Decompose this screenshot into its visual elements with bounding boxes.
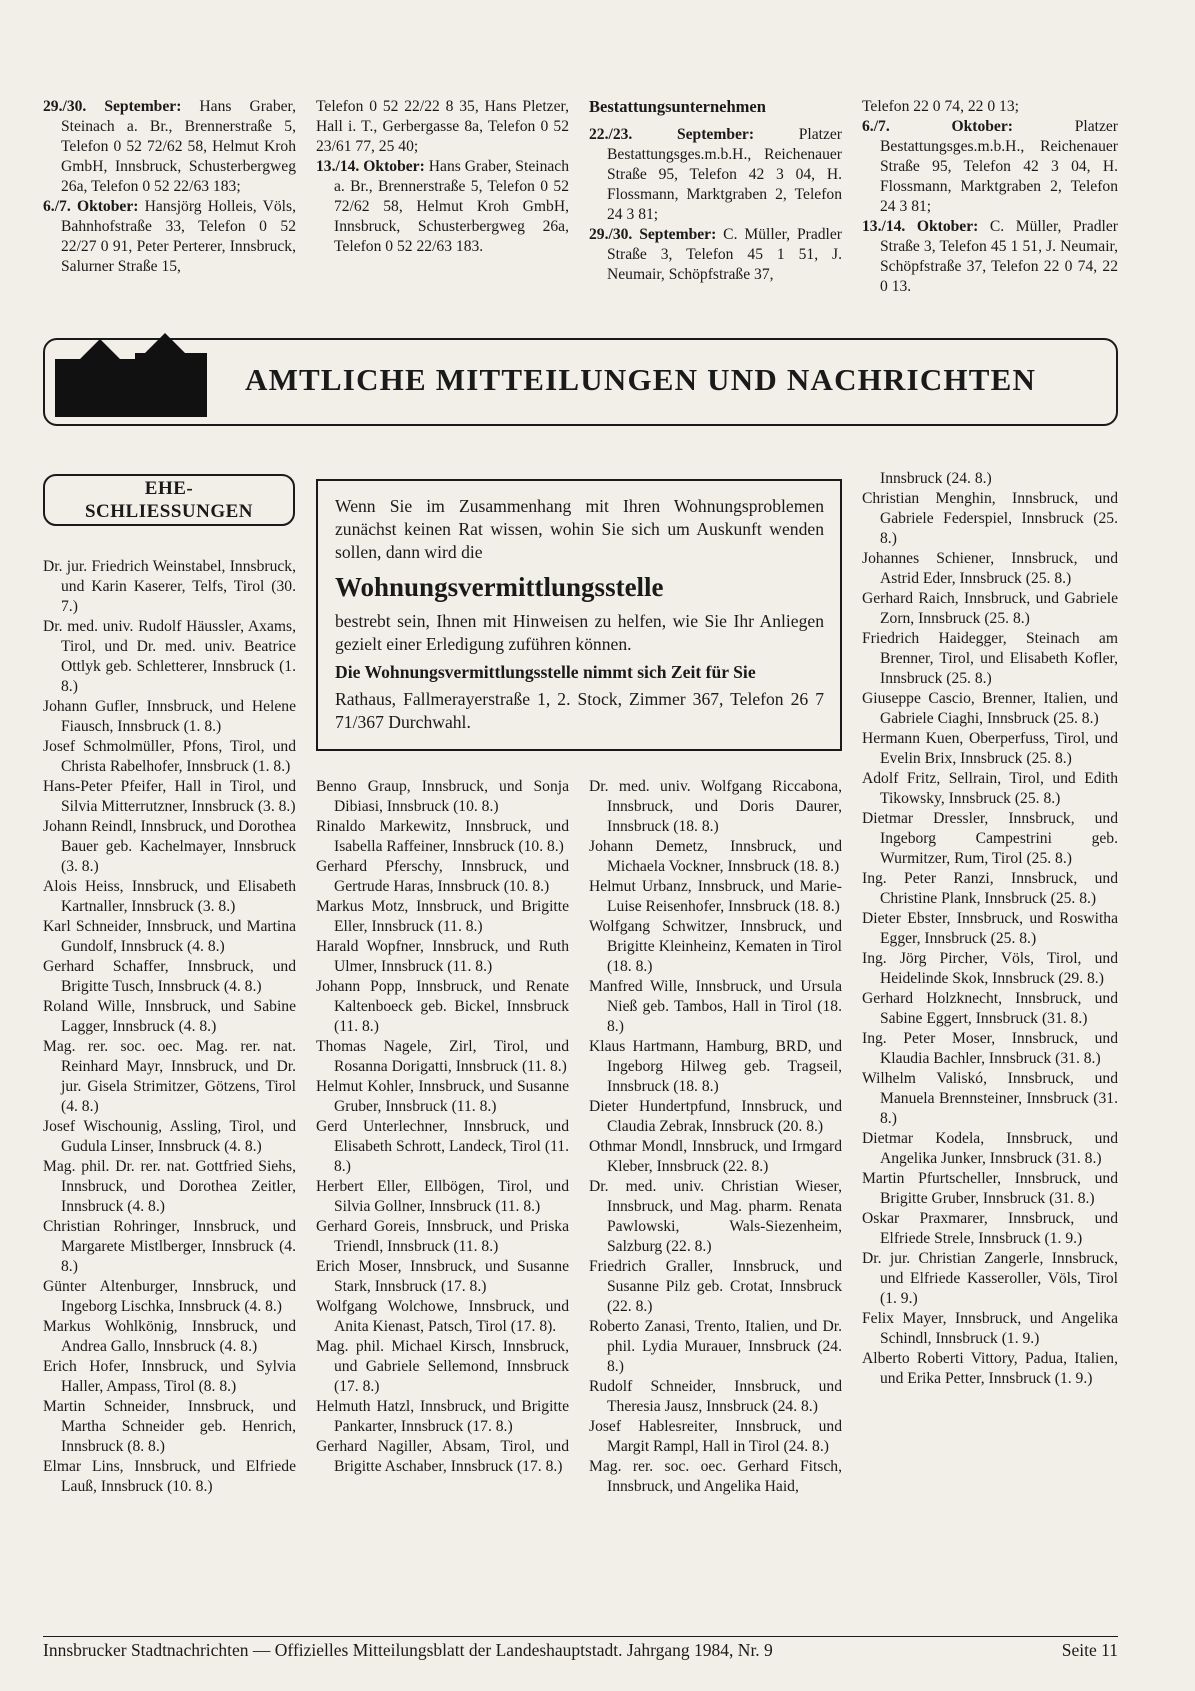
duty-entry bbox=[862, 97, 1118, 117]
marriage-entry: Wolfgang Schwitzer, Innsbruck, und Brigitte Kleinheinz, Kematen in Tirol (18. 8.) bbox=[589, 918, 842, 975]
marriage-entry: Erich Hofer, Innsbruck, und Sylvia Haller, Ampass, Tirol (8. 8.) bbox=[43, 1358, 296, 1395]
marriage-entry: Innsbruck (24. 8.) bbox=[880, 470, 992, 487]
marriages-column-4 bbox=[862, 469, 1118, 1389]
duty-date: 6./7. Oktober: bbox=[862, 118, 1013, 135]
marriage-entry: Martin Schneider, Innsbruck, und Martha Schneider geb. Henrich, Innsbruck (8. 8.) bbox=[43, 1398, 296, 1455]
marriage-entry: Felix Mayer, Innsbruck, und Angelika Schindl, Innsbruck (1. 9.) bbox=[862, 1310, 1118, 1347]
footer-page-number: Seite 11 bbox=[1061, 1640, 1118, 1660]
marriage-entry: Helmut Kohler, Innsbruck, und Susanne Gruber, Innsbruck (11. 8.) bbox=[316, 1078, 569, 1115]
marriage-entry: Gerhard Schaffer, Innsbruck, und Brigitte Tusch, Innsbruck (4. 8.) bbox=[43, 958, 296, 995]
section-banner bbox=[43, 338, 1118, 426]
marriage-entry: Mag. phil. Michael Kirsch, Innsbruck, und Gabriele Sellemond, Innsbruck (17. 8.) bbox=[316, 1338, 569, 1395]
marriage-entry: Gerhard Goreis, Innsbruck, und Priska Triendl, Innsbruck (11. 8.) bbox=[316, 1218, 569, 1255]
marriage-entry: Dietmar Kodela, Innsbruck, und Angelika Junker, Innsbruck (31. 8.) bbox=[862, 1130, 1118, 1167]
duty-text: Telefon 0 52 22/22 8 35, Hans Pletzer, Hall i. T., Gerbergasse 8a, Telefon 0 52 23/61 77, 25 40; bbox=[316, 98, 569, 155]
infobox-bold-line: Die Wohnungsvermittlungsstelle nimmt sich Zeit für Sie bbox=[335, 662, 756, 682]
duty-entry bbox=[589, 125, 842, 225]
duty-entry bbox=[43, 97, 296, 197]
section-heading-eheschliessungen bbox=[43, 474, 295, 526]
marriage-entry: Gerhard Nagiller, Absam, Tirol, und Brigitte Aschaber, Innsbruck (17. 8.) bbox=[316, 1438, 569, 1475]
duty-date: 13./14. Oktober: bbox=[862, 218, 979, 235]
infobox-title: Wohnungsvermittlungsstelle bbox=[335, 572, 664, 602]
marriage-entry: Adolf Fritz, Sellrain, Tirol, und Edith Tikowsky, Innsbruck (25. 8.) bbox=[862, 770, 1118, 807]
infobox-intro: Wenn Sie im Zusammenhang mit Ihren Wohnungsproblemen zunächst keinen Rat wissen, wohin Sie sich um Auskunft wenden sollen, dann wird die bbox=[335, 496, 824, 562]
wohnungsvermittlung-infobox bbox=[316, 479, 842, 751]
marriage-entry: Dietmar Dressler, Innsbruck, und Ingeborg Campestrini geb. Wurmitzer, Rum, Tirol (25. 8.) bbox=[862, 810, 1118, 867]
marriages-column-1 bbox=[43, 557, 296, 1497]
duty-entry bbox=[589, 225, 842, 285]
infobox-address: Rathaus, Fallmerayerstraße 1, 2. Stock, Zimmer 367, Telefon 26 7 71/367 Durchwahl. bbox=[335, 689, 824, 732]
marriage-entry: Günter Altenburger, Innsbruck, und Ingeborg Lischka, Innsbruck (4. 8.) bbox=[43, 1278, 296, 1315]
marriage-entry: Josef Schmolmüller, Pfons, Tirol, und Christa Rabelhofer, Innsbruck (1. 8.) bbox=[43, 738, 296, 775]
marriage-entry: Johannes Schiener, Innsbruck, und Astrid Eder, Innsbruck (25. 8.) bbox=[862, 550, 1118, 587]
marriage-entry: Gerhard Holzknecht, Innsbruck, und Sabine Eggert, Innsbruck (31. 8.) bbox=[862, 990, 1118, 1027]
marriage-entry: Helmut Urbanz, Innsbruck, und Marie-Luise Reisenhofer, Innsbruck (18. 8.) bbox=[589, 878, 842, 915]
duty-date: 13./14. Oktober: bbox=[316, 158, 425, 175]
marriage-entry: Josef Wischounig, Assling, Tirol, und Gudula Linser, Innsbruck (4. 8.) bbox=[43, 1118, 296, 1155]
duty-entry bbox=[316, 97, 569, 157]
marriage-entry: Elmar Lins, Innsbruck, und Elfriede Lauß, Innsbruck (10. 8.) bbox=[43, 1458, 296, 1495]
marriage-entry: Mag. phil. Dr. rer. nat. Gottfried Siehs, Innsbruck, und Dorothea Zeitler, Innsbruck (4. 8.) bbox=[43, 1158, 296, 1215]
marriage-entry: Wolfgang Wolchowe, Innsbruck, und Anita Kienast, Patsch, Tirol (17. 8). bbox=[316, 1298, 569, 1335]
marriage-entry: Giuseppe Cascio, Brenner, Italien, und Gabriele Ciaghi, Innsbruck (25. 8.) bbox=[862, 690, 1118, 727]
infobox-body: bestrebt sein, Ihnen mit Hinweisen zu helfen, wie Sie Ihr Anliegen gezielt einer Erledigung zuführen können. bbox=[335, 611, 824, 654]
marriage-entry: Roberto Zanasi, Trento, Italien, und Dr. phil. Lydia Murauer, Innsbruck (24. 8.) bbox=[589, 1318, 842, 1375]
marriage-entry: Johann Gufler, Innsbruck, und Helene Fiausch, Innsbruck (1. 8.) bbox=[43, 698, 296, 735]
marriage-entry: Dieter Hundertpfund, Innsbruck, und Claudia Zebrak, Innsbruck (20. 8.) bbox=[589, 1098, 842, 1135]
marriage-entry: Benno Graup, Innsbruck, und Sonja Dibiasi, Innsbruck (10. 8.) bbox=[316, 778, 569, 815]
marriage-entry: Harald Wopfner, Innsbruck, und Ruth Ulmer, Innsbruck (11. 8.) bbox=[316, 938, 569, 975]
duty-entry bbox=[862, 117, 1118, 217]
marriage-entry: Alberto Roberti Vittory, Padua, Italien, und Erika Petter, Innsbruck (1. 9.) bbox=[862, 1350, 1118, 1387]
duty-entry bbox=[862, 217, 1118, 297]
duty-entry bbox=[43, 197, 296, 277]
marriage-entry: Friedrich Haidegger, Steinach am Brenner, Tirol, und Elisabeth Kofler, Innsbruck (25. 8.) bbox=[862, 630, 1118, 687]
marriage-entry: Dieter Ebster, Innsbruck, und Roswitha Egger, Innsbruck (25. 8.) bbox=[862, 910, 1118, 947]
duty-text: Platzer Bestattungsges.m.b.H., Reichenauer Straße 95, Telefon 42 3 04, H. Flossmann, Marktgraben 2, Telefon 24 3 81; bbox=[880, 118, 1118, 215]
section-heading-line1: EHE- bbox=[144, 478, 194, 499]
duty-text: C. Müller, Pradler Straße 3, Telefon 45 1 51, J. Neumair, Schöpfstraße 37, bbox=[607, 226, 843, 283]
marriage-entry: Wilhelm Valiskó, Innsbruck, und Manuela Brennsteiner, Innsbruck (31. 8.) bbox=[862, 1070, 1118, 1127]
marriage-entry: Ing. Peter Ranzi, Innsbruck, und Christine Plank, Innsbruck (25. 8.) bbox=[862, 870, 1118, 907]
marriage-entry: Mag. rer. soc. oec. Gerhard Fitsch, Innsbruck, und Angelika Haid, bbox=[589, 1458, 842, 1495]
marriage-entry: Markus Wohlkönig, Innsbruck, und Andrea Gallo, Innsbruck (4. 8.) bbox=[43, 1318, 296, 1355]
marriage-entry: Othmar Mondl, Innsbruck, und Irmgard Kleber, Innsbruck (22. 8.) bbox=[589, 1138, 842, 1175]
marriage-entry: Christian Menghin, Innsbruck, und Gabriele Federspiel, Innsbruck (25. 8.) bbox=[862, 490, 1118, 547]
top-column-4 bbox=[862, 97, 1118, 297]
marriage-entry: Hans-Peter Pfeifer, Hall in Tirol, und Silvia Mitterrutzner, Innsbruck (3. 8.) bbox=[43, 778, 296, 815]
section-heading-line2: SCHLIESSUNGEN bbox=[84, 501, 254, 522]
marriages-column-3 bbox=[589, 777, 842, 1497]
marriage-entry: Manfred Wille, Innsbruck, und Ursula Nieß geb. Tambos, Hall in Tirol (18. 8.) bbox=[589, 978, 842, 1035]
duty-text: Hansjörg Holleis, Völs, Bahnhofstraße 33, Telefon 0 52 22/27 0 91, Peter Perterer, Innsbruck, Salurner Straße 15, bbox=[61, 198, 296, 275]
marriage-entry: Alois Heiss, Innsbruck, und Elisabeth Kartnaller, Innsbruck (3. 8.) bbox=[43, 878, 296, 915]
duty-text: C. Müller, Pradler Straße 3, Telefon 45 1 51, J. Neumair, Schöpfstraße 37, Telefon 22 0 74, 22 0 13. bbox=[880, 218, 1118, 295]
marriage-entry: Mag. rer. soc. oec. Mag. rer. nat. Reinhard Mayr, Innsbruck, und Dr. jur. Gisela Strimitzer, Götzens, Tirol (4. 8.) bbox=[43, 1038, 296, 1115]
top-column-2 bbox=[316, 97, 569, 257]
bestattung-heading: Bestattungsunternehmen bbox=[589, 97, 766, 116]
marriage-entry: Karl Schneider, Innsbruck, und Martina Gundolf, Innsbruck (4. 8.) bbox=[43, 918, 296, 955]
marriage-entry: Oskar Praxmarer, Innsbruck, und Elfriede Strele, Innsbruck (1. 9.) bbox=[862, 1210, 1118, 1247]
page-footer bbox=[43, 1636, 1118, 1660]
duty-text: Telefon 22 0 74, 22 0 13; bbox=[862, 98, 1019, 115]
marriage-entry: Johann Reindl, Innsbruck, und Dorothea Bauer geb. Kachelmayer, Innsbruck (3. 8.) bbox=[43, 818, 296, 875]
marriage-entry: Martin Pfurtscheller, Innsbruck, und Brigitte Gruber, Innsbruck (31. 8.) bbox=[862, 1170, 1118, 1207]
duty-text: Platzer Bestattungsges.m.b.H., Reichenauer Straße 95, Telefon 42 3 04, H. Flossmann, Marktgraben 2, Telefon 24 3 81; bbox=[607, 126, 842, 223]
marriage-entry: Ing. Peter Moser, Innsbruck, und Klaudia Bachler, Innsbruck (31. 8.) bbox=[862, 1030, 1118, 1067]
duty-date: 29./30. September: bbox=[43, 98, 182, 115]
marriage-entry: Johann Demetz, Innsbruck, und Michaela Vockner, Innsbruck (18. 8.) bbox=[589, 838, 842, 875]
marriage-entry: Dr. jur. Christian Zangerle, Innsbruck, und Elfriede Kasseroller, Völs, Tirol (1. 9.) bbox=[862, 1250, 1118, 1307]
footer-publication: Innsbrucker Stadtnachrichten — Offizielles Mitteilungsblatt der Landeshauptstadt. Jahrgang 1984, Nr. 9 bbox=[43, 1640, 773, 1660]
marriage-entry: Roland Wille, Innsbruck, und Sabine Lagger, Innsbruck (4. 8.) bbox=[43, 998, 296, 1035]
city-towers-logo-icon bbox=[55, 333, 220, 425]
marriage-entry: Dr. med. univ. Christian Wieser, Innsbruck, und Mag. pharm. Renata Pawlowski, Wals-Siezenheim, Salzburg (22. 8.) bbox=[589, 1178, 842, 1255]
marriage-entry: Markus Motz, Innsbruck, und Brigitte Eller, Innsbruck (11. 8.) bbox=[316, 898, 569, 935]
marriage-entry: Dr. med. univ. Rudolf Häussler, Axams, Tirol, und Dr. med. univ. Beatrice Ottlyk geb. Schletterer, Innsbruck (1. 8.) bbox=[43, 618, 296, 695]
top-column-1 bbox=[43, 97, 296, 277]
marriage-entry: Dr. jur. Friedrich Weinstabel, Innsbruck, und Karin Kaserer, Telfs, Tirol (30. 7.) bbox=[43, 558, 296, 615]
marriage-entry: Johann Popp, Innsbruck, und Renate Kaltenboeck geb. Bickel, Innsbruck (11. 8.) bbox=[316, 978, 569, 1035]
marriage-entry: Helmuth Hatzl, Innsbruck, und Brigitte Pankarter, Innsbruck (17. 8.) bbox=[316, 1398, 569, 1435]
marriages-column-2 bbox=[316, 777, 569, 1477]
marriage-entry: Gerd Unterlechner, Innsbruck, und Elisabeth Schrott, Landeck, Tirol (11. 8.) bbox=[316, 1118, 569, 1175]
duty-date: 6./7. Oktober: bbox=[43, 198, 139, 215]
marriage-entry: Erich Moser, Innsbruck, und Susanne Stark, Innsbruck (17. 8.) bbox=[316, 1258, 569, 1295]
marriage-entry: Rudolf Schneider, Innsbruck, und Theresia Jausz, Innsbruck (24. 8.) bbox=[589, 1378, 842, 1415]
marriage-entry: Christian Rohringer, Innsbruck, und Margarete Mistlberger, Innsbruck (4. 8.) bbox=[43, 1218, 296, 1275]
marriage-entry: Friedrich Graller, Innsbruck, und Susanne Pilz geb. Crotat, Innsbruck (22. 8.) bbox=[589, 1258, 842, 1315]
marriage-entry: Thomas Nagele, Zirl, Tirol, und Rosanna Dorigatti, Innsbruck (11. 8.) bbox=[316, 1038, 569, 1075]
marriage-entry: Dr. med. univ. Wolfgang Riccabona, Innsbruck, und Doris Daurer, Innsbruck (18. 8.) bbox=[589, 778, 842, 835]
duty-date: 22./23. September: bbox=[589, 126, 755, 143]
marriage-entry: Gerhard Pferschy, Innsbruck, und Gertrude Haras, Innsbruck (10. 8.) bbox=[316, 858, 569, 895]
duty-date: 29./30. September: bbox=[589, 226, 717, 243]
top-column-3 bbox=[589, 97, 842, 285]
marriage-entry: Gerhard Raich, Innsbruck, und Gabriele Zorn, Innsbruck (25. 8.) bbox=[862, 590, 1118, 627]
marriage-entry: Rinaldo Markewitz, Innsbruck, und Isabella Raffeiner, Innsbruck (10. 8.) bbox=[316, 818, 569, 855]
marriage-entry: Klaus Hartmann, Hamburg, BRD, und Ingeborg Hilweg geb. Tragseil, Innsbruck (18. 8.) bbox=[589, 1038, 842, 1095]
marriage-entry: Herbert Eller, Ellbögen, Tirol, und Silvia Gollner, Innsbruck (11. 8.) bbox=[316, 1178, 569, 1215]
banner-title: AMTLICHE MITTEILUNGEN UND NACHRICHTEN bbox=[245, 362, 1037, 397]
duty-text: Hans Graber, Steinach a. Br., Brennerstraße 5, Telefon 0 52 72/62 58, Helmut Kroh GmbH, Innsbruck, Schusterbergweg 26a, Telefon 0 52 22/63 183; bbox=[61, 98, 297, 195]
marriage-entry: Josef Hablesreiter, Innsbruck, und Margit Rampl, Hall in Tirol (24. 8.) bbox=[589, 1418, 842, 1455]
duty-text: Hans Graber, Steinach a. Br., Brennerstraße 5, Telefon 0 52 72/62 58, Helmut Kroh GmbH, Innsbruck, Schusterbergweg 26a, Telefon 0 52 22/63 183. bbox=[334, 158, 570, 255]
marriage-entry: Ing. Jörg Pircher, Völs, Tirol, und Heidelinde Skok, Innsbruck (29. 8.) bbox=[862, 950, 1118, 987]
duty-entry bbox=[316, 157, 569, 257]
marriage-entry: Hermann Kuen, Oberperfuss, Tirol, und Evelin Brix, Innsbruck (25. 8.) bbox=[862, 730, 1118, 767]
